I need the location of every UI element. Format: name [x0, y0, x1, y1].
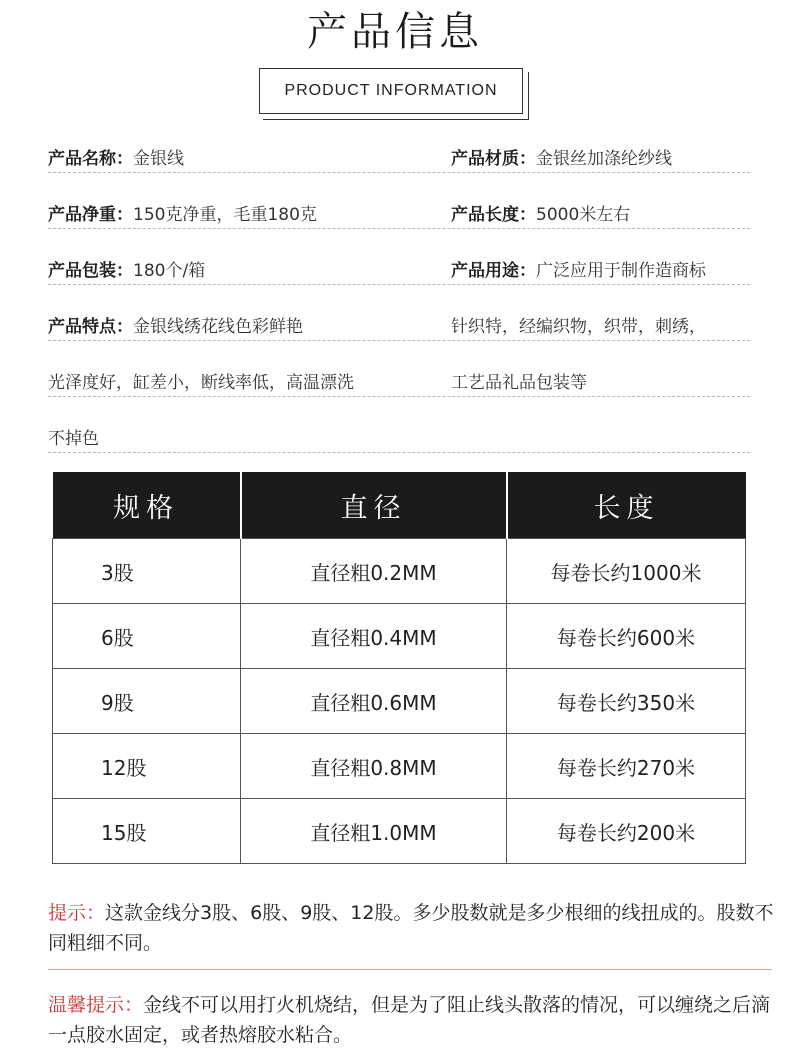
- info-value: 广泛应用于制作造商标: [536, 261, 706, 281]
- info-value: 金银丝加涤纶纱线: [536, 149, 672, 169]
- info-row: [48, 258, 750, 285]
- info-label: 产品名称：: [48, 149, 133, 169]
- spec-table: [52, 472, 746, 864]
- warm-tip-label: 温馨提示：: [48, 994, 144, 1016]
- info-value: 金银线绣花线色彩鲜艳: [133, 317, 303, 337]
- cell-spec: 3股: [53, 539, 241, 604]
- info-label: 产品特点：: [48, 317, 133, 337]
- divider: [48, 969, 772, 970]
- warm-tip-text: 金线不可以用打火机烧结，但是为了阻止线头散落的情况，可以缠绕之后滴一点胶水固定，或者热熔胶水粘合。: [48, 994, 771, 1046]
- table-header-row: [53, 472, 746, 539]
- cell-spec: 15股: [53, 799, 241, 864]
- subtitle-box: [259, 68, 523, 114]
- info-value: 150克净重，毛重180克: [133, 205, 317, 225]
- cell-diameter: 直径粗1.0MM: [241, 799, 507, 864]
- info-value: 金银线: [133, 149, 184, 169]
- info-row: [48, 314, 750, 341]
- warm-tip-note: [48, 990, 778, 1050]
- info-value: 不掉色: [48, 429, 99, 449]
- cell-spec: 9股: [53, 669, 241, 734]
- cell-length: 每卷长约600米: [507, 604, 746, 669]
- info-label: 产品长度：: [451, 205, 536, 225]
- info-value: 光泽度好，缸差小，断线率低，高温漂洗: [48, 373, 354, 393]
- info-row: [48, 146, 750, 173]
- cell-length: 每卷长约270米: [507, 734, 746, 799]
- cell-diameter: 直径粗0.2MM: [241, 539, 507, 604]
- table-row: [53, 604, 746, 669]
- info-value: 针织特，经编织物，织带，刺绣，: [451, 317, 706, 337]
- cell-spec: 6股: [53, 604, 241, 669]
- header-spec: 规格: [53, 472, 241, 539]
- info-value: 工艺品礼品包装等: [451, 373, 587, 393]
- cell-diameter: 直径粗0.8MM: [241, 734, 507, 799]
- info-label: 产品净重：: [48, 205, 133, 225]
- table-row: [53, 669, 746, 734]
- cell-length: 每卷长约350米: [507, 669, 746, 734]
- cell-length: 每卷长约200米: [507, 799, 746, 864]
- info-row: [48, 370, 750, 397]
- page-subtitle: PRODUCT INFORMATION: [284, 82, 498, 99]
- cell-diameter: 直径粗0.4MM: [241, 604, 507, 669]
- table-row: [53, 734, 746, 799]
- info-label: 产品包装：: [48, 261, 133, 281]
- header-length: 长度: [507, 472, 746, 539]
- table-row: [53, 799, 746, 864]
- info-label: 产品材质：: [451, 149, 536, 169]
- info-label: 产品用途：: [451, 261, 536, 281]
- tip-label: 提示：: [48, 902, 106, 924]
- info-value: 5000米左右: [536, 205, 631, 225]
- header-diameter: 直径: [241, 472, 507, 539]
- table-row: [53, 539, 746, 604]
- cell-spec: 12股: [53, 734, 241, 799]
- info-row: [48, 426, 750, 453]
- cell-length: 每卷长约1000米: [507, 539, 746, 604]
- page-title: 产品信息: [307, 9, 483, 55]
- cell-diameter: 直径粗0.6MM: [241, 669, 507, 734]
- info-value: 180个/箱: [133, 261, 206, 281]
- tip-note: [48, 898, 778, 958]
- info-row: [48, 202, 750, 229]
- tip-text: 这款金线分3股、6股、9股、12股。多少股数就是多少根细的线扭成的。股数不同粗细不同。: [48, 902, 774, 954]
